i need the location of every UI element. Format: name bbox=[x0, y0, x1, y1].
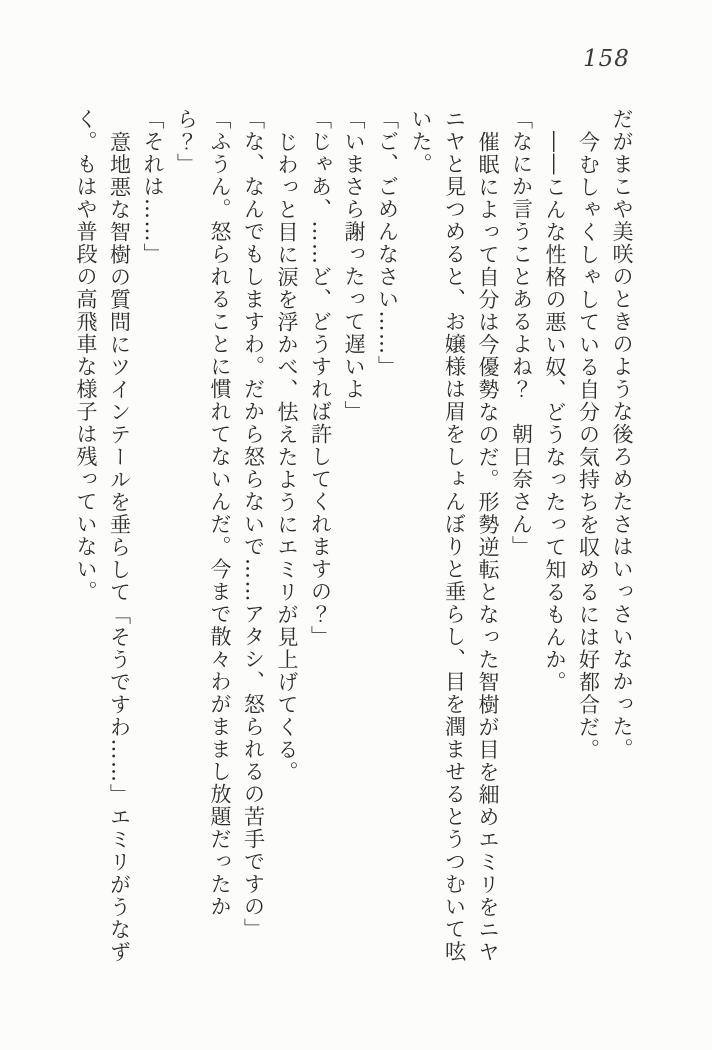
text-line-10: 「じゃあ、……ど、どうすれば許してくれますの？」 bbox=[308, 108, 333, 648]
text-line-3: ――こんな性格の悪い奴、どうなったって知るもんか。 bbox=[543, 130, 567, 693]
text-line-1: だがまこや美咲のときのような後ろめたさはいっさいなかった。 bbox=[610, 108, 634, 761]
text-line-11: じわっと目に涙を浮かべ、怯えたようにエミリが見上げてくる。 bbox=[275, 130, 299, 783]
text-line-5: 催眠によって自分は今優勢なのだ。形勢逆転となった智樹が目を細めエミリをニヤ bbox=[476, 130, 500, 963]
text-line-15: 「それは……」 bbox=[141, 108, 165, 266]
text-line-8: 「ご、ごめんなさい……」 bbox=[375, 108, 400, 378]
text-line-9: 「いまさら謝ったって遅いよ」 bbox=[342, 108, 366, 423]
text-line-16: 意地悪な智樹の質問にツインテールを垂らして「そうですわ……」エミリがうなず bbox=[107, 130, 132, 963]
page-number: 158 bbox=[583, 46, 630, 72]
text-line-14: ら？」 bbox=[174, 108, 199, 176]
text-line-7: いた。 bbox=[409, 108, 433, 176]
text-line-6: ニヤと見つめると、お嬢様は眉をしょんぼりと垂らし、目を潤ませるとうつむいて呟 bbox=[442, 108, 467, 963]
text-line-4: 「なにか言うことあるよね？ 朝日奈さん」 bbox=[509, 108, 534, 558]
vertical-text-block bbox=[69, 108, 639, 976]
text-line-17: く。もはや普段の高飛車な様子は残っていない。 bbox=[74, 108, 98, 603]
text-line-12: 「な、なんでもしますわ。だから怒らないで……アタシ、怒られるの苦手ですの」 bbox=[241, 108, 266, 941]
text-line-2: 今むしゃくしゃしている自分の気持ちを収めるには好都合だ。 bbox=[576, 130, 601, 761]
text-line-13: 「ふうん。怒られることに慣れてないんだ。今まで散々わがままし放題だったか bbox=[208, 108, 232, 918]
